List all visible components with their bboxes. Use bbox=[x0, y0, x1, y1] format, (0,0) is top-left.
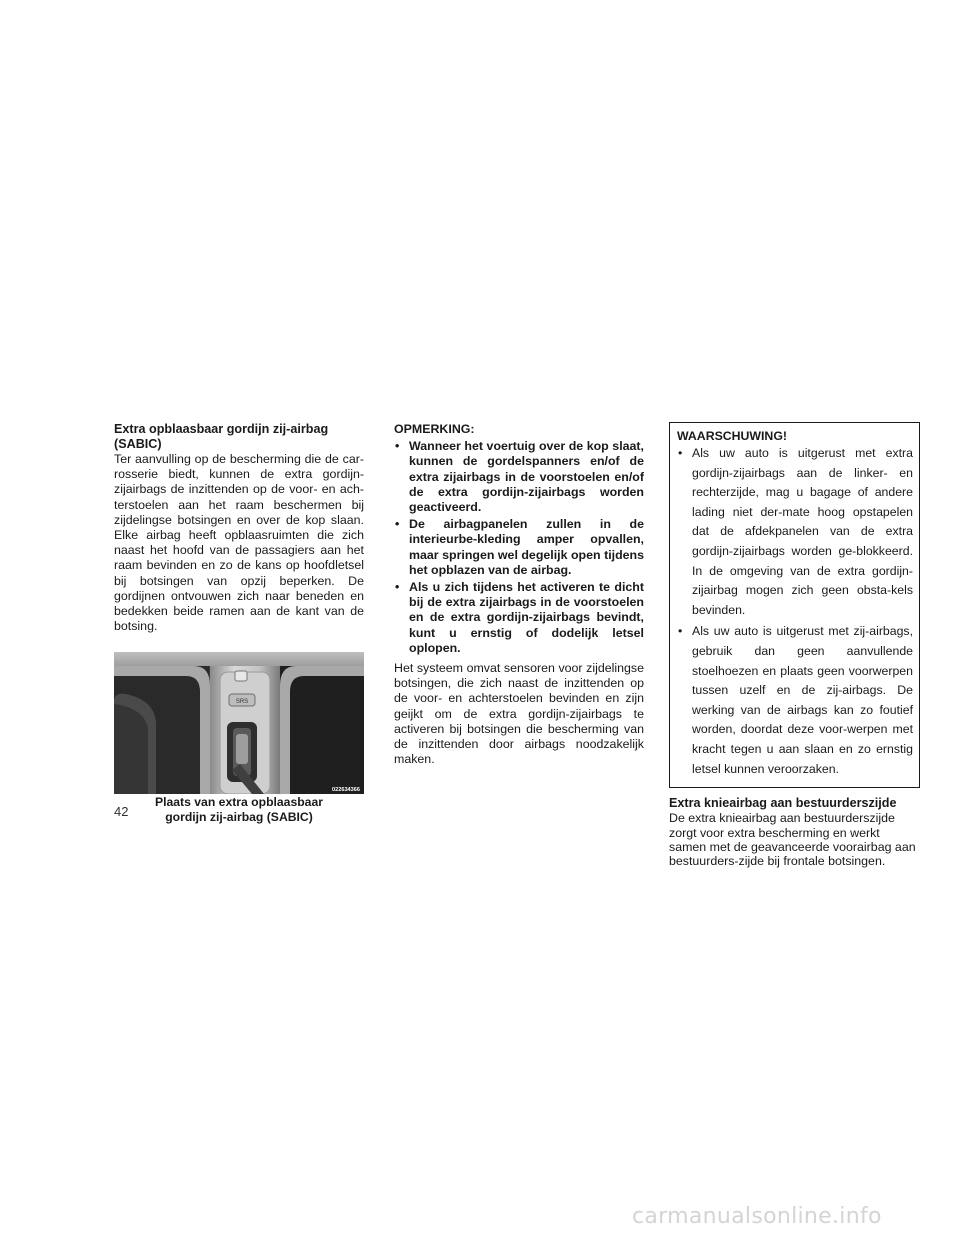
note-list bbox=[394, 439, 644, 656]
warning-item bbox=[677, 444, 913, 620]
bullet-dot: • bbox=[395, 580, 400, 595]
warning-list bbox=[677, 444, 913, 779]
bullet-dot: • bbox=[395, 517, 400, 532]
note-item bbox=[394, 517, 644, 578]
left-column bbox=[114, 422, 364, 824]
warning-item-text: Als uw auto is uitgerust met zij-airbags, gebruik dan geen aanvullende stoelhoezen en plaats geen voorwerpen tussen uzelf en de zij-airbags. De werking van de airbags kan zo foutief worden, doordat deze voor-werpen met kracht tegen u aan slaan en zo ernstig letsel kunnen veroorzaken. bbox=[692, 624, 913, 776]
figure-caption-line2: gordijn zij-airbag (SABIC) bbox=[165, 809, 313, 824]
note-item-text: De airbagpanelen zullen in de interieurbe-kleding amper opvallen, maar springen wel degelijk open tijdens het opblazen van de airbag. bbox=[409, 517, 644, 577]
note-label: OPMERKING: bbox=[394, 422, 475, 436]
figure-caption bbox=[114, 795, 364, 824]
middle-column bbox=[394, 422, 644, 767]
watermark: carmanualsonline.info bbox=[632, 1204, 882, 1229]
sabic-body-text: Ter aanvulling op de bescherming die de car-rosserie biedt, kunnen de extra gordijn-zijairbags de inzittenden op de voor- en ach-terstoelen aan het raam beschermen bij zijdelingse botsingen en over de kop slaan. Elke airbag heeft opblaasruimten die zich naast het hoofd van de passagiers aan het raam bevinden en zo de kans op hoofdletsel bij botsingen van opzij beperken. De gordijnen ontvouwen zich naar beneden en bedekken beide ramen aan de kant van de botsing. bbox=[114, 452, 364, 634]
note-item-text: Als u zich tijdens het activeren te dicht bij de extra zijairbags in de voorstoelen en de extra gordijn-zijairbags bevindt, kunt u ernstig of dodelijk letsel oplopen. bbox=[409, 580, 644, 655]
sabic-figure bbox=[114, 652, 364, 824]
warning-box bbox=[669, 422, 920, 788]
warning-item bbox=[677, 622, 913, 779]
figure-code: 022634366 bbox=[332, 787, 360, 794]
sensor-body-text: Het systeem omvat sensoren voor zijdelingse botsingen, die zich naast de inzittenden op de voor- en achterstoelen bevinden en zijn geijkt om de extra gordijn-zijairbags te activeren bij botsingen die bescherming van de inzittenden door airbags noodzakelijk maken. bbox=[394, 661, 644, 767]
section-heading-sabic: Extra opblaasbaar gordijn zij-airbag (SABIC) bbox=[114, 422, 329, 451]
section-heading-knee-airbag: Extra knieairbag aan bestuurderszijde bbox=[669, 796, 897, 811]
note-item bbox=[394, 439, 644, 515]
right-column bbox=[669, 422, 920, 869]
note-item-text: Wanneer het voertuig over de kop slaat, kunnen de gordelspanners en/of de extra zijairbags in de voorstoelen en/of de extra gordijn-zijairbags worden geactiveerd. bbox=[409, 439, 644, 515]
sabic-location-photo bbox=[114, 652, 364, 794]
warning-item-text: Als uw auto is uitgerust met extra gordijn-zijairbags aan de linker- en rechterzijde, mag u bagage of andere lading niet der-mate hoog opstapelen dat de afdekpanelen van de extra gordijn-zijairbags worden ge-blokkeerd. In de omgeving van de extra gordijn-zijairbag mogen zich geen obsta-kels bevinden. bbox=[692, 446, 913, 617]
bullet-dot: • bbox=[678, 446, 683, 460]
note-item bbox=[394, 580, 644, 656]
page-number: 42 bbox=[114, 804, 129, 819]
srs-badge-text: SRS bbox=[235, 699, 249, 706]
bullet-dot: • bbox=[678, 624, 683, 639]
warning-title: WAARSCHUWING! bbox=[677, 429, 787, 443]
bullet-dot: • bbox=[395, 439, 400, 454]
knee-airbag-body-text: De extra knieairbag aan bestuurderszijde zorgt voor extra bescherming en werkt samen met de geavanceerde voorairbag aan bestuurders-zijde bij frontale botsingen. bbox=[669, 811, 916, 869]
figure-caption-line1: Plaats van extra opblaasbaar bbox=[154, 795, 323, 810]
